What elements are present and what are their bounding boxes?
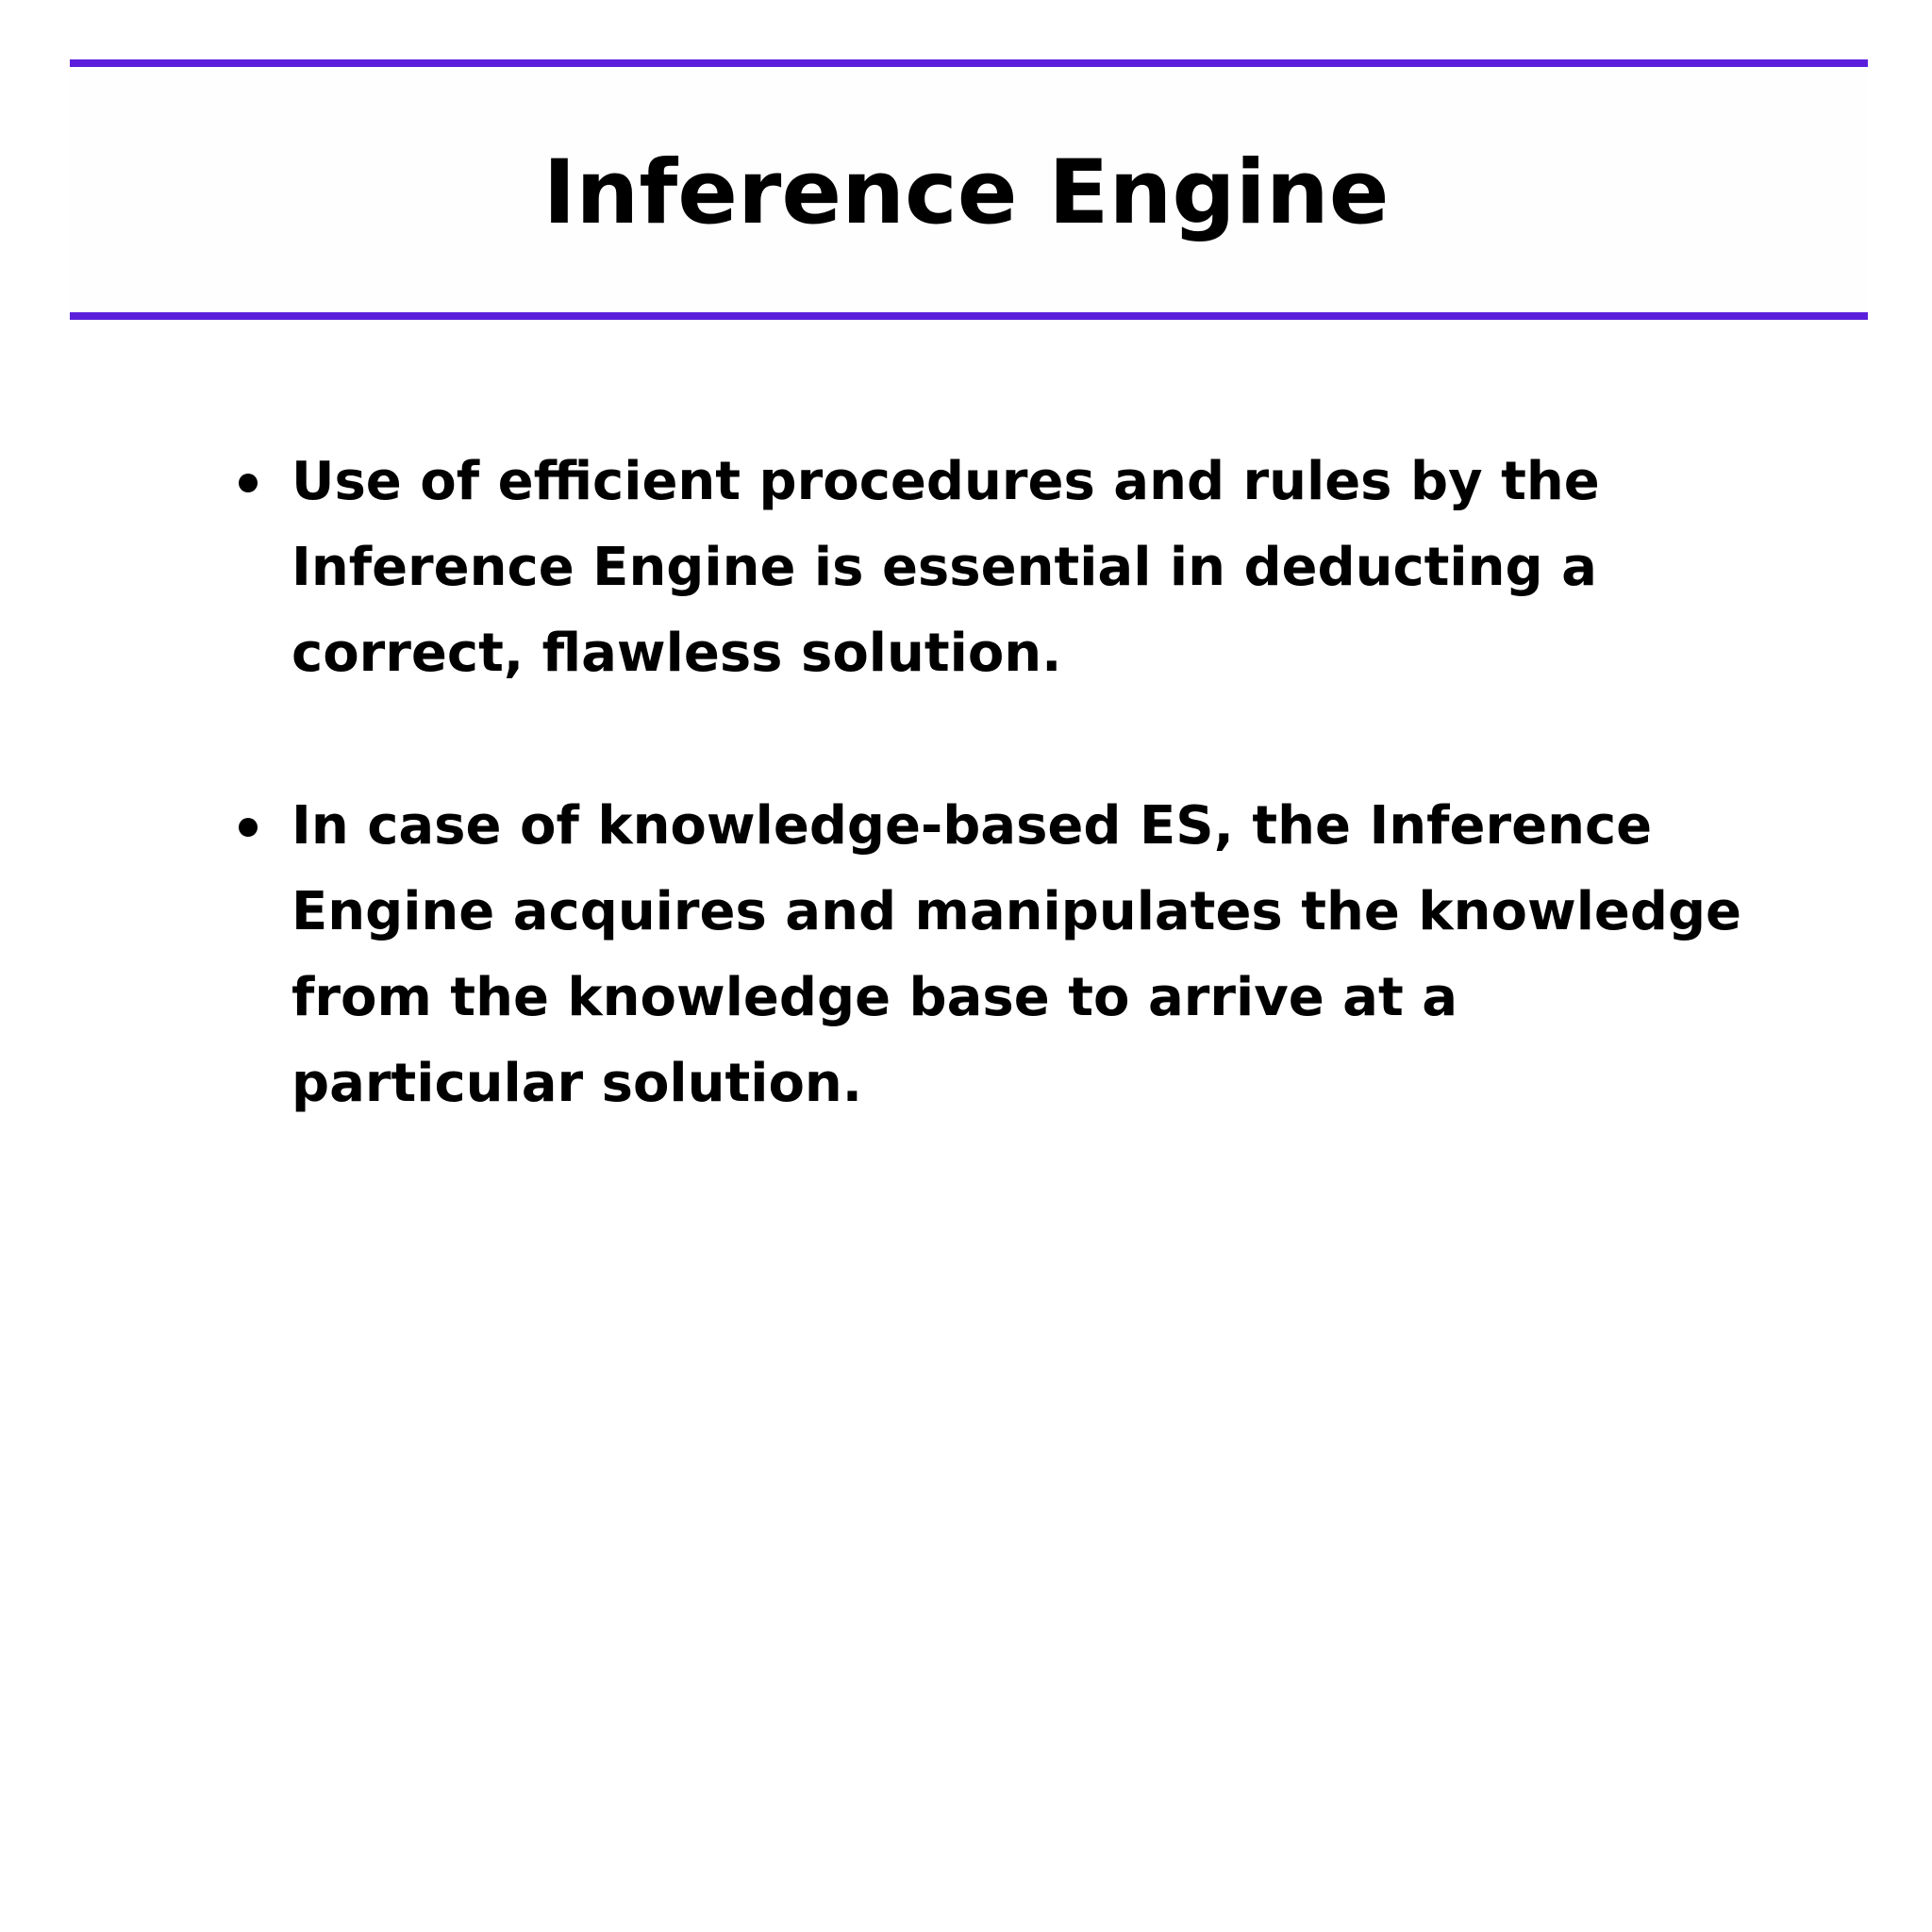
bottom-divider xyxy=(70,312,1868,320)
page-title: Inference Engine xyxy=(542,142,1390,244)
bullet-list xyxy=(291,439,1763,1213)
bullet-text: Use of efficient procedures and rules by the Inference Engine is essential in deducting a correct, flawless solution. xyxy=(291,451,1600,684)
list-item xyxy=(291,783,1763,1126)
bullet-dot-icon xyxy=(239,474,258,492)
list-item xyxy=(291,439,1763,696)
bullet-text: In case of knowledge-based ES, the Inference Engine acquires and manipulates the knowledge from the knowledge base to arrive at a particular solution. xyxy=(291,795,1742,1114)
bullet-dot-icon xyxy=(239,818,258,837)
top-divider xyxy=(70,59,1868,67)
